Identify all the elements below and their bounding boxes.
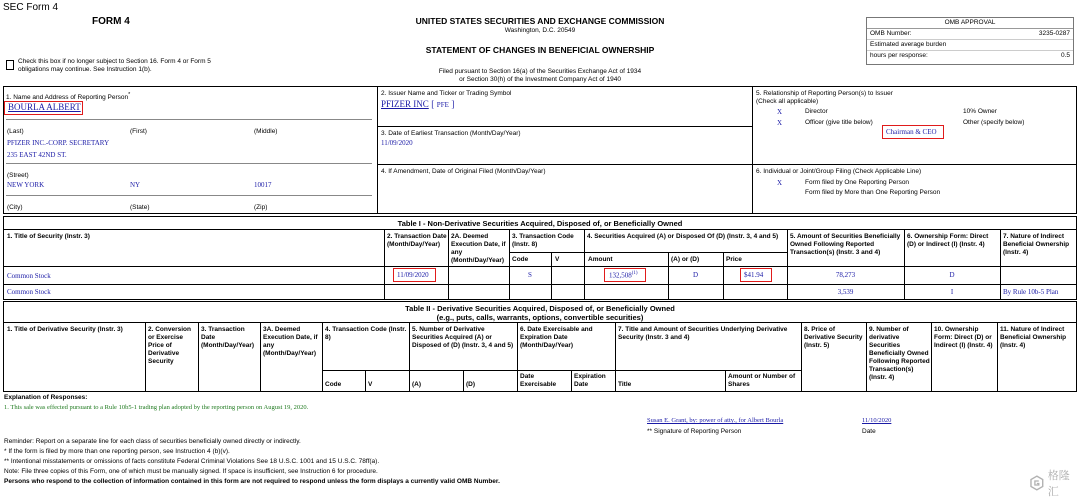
- t1-h5: 5. Amount of Securities Beneficially Owned Following Reported Transaction(s) (Instr. 3 and 4): [790, 233, 901, 256]
- ten-percent-owner-label: 10% Owner: [963, 108, 997, 115]
- t1-h1: 1. Title of Security (Instr. 3): [7, 233, 90, 240]
- one-person-mark: X: [777, 179, 783, 187]
- divider: [409, 322, 410, 392]
- t2-sub-d: (D): [466, 381, 476, 388]
- divider: [517, 322, 518, 392]
- ticker-symbol: PFE: [436, 101, 449, 109]
- t1-h6: 6. Ownership Form: Direct (D) or Indirect (I) (Instr. 4): [907, 233, 989, 248]
- t2-h9: 9. Number of derivative Securities Beneficially Owned Following Reported Transaction(s) (Instr. 4): [869, 326, 930, 381]
- t2-h5: 5. Number of Derivative Securities Acquired (A) or Disposed of (D) (Instr. 3, 4 and 5): [412, 326, 514, 349]
- t2-sub-exercisable: Date Exercisable: [520, 373, 557, 388]
- t2-h2: 2. Conversion or Exercise Price of Derivative Security: [148, 326, 191, 365]
- t1-row1-amount: 132,508$^{(1)}$: [609, 271, 638, 280]
- t1-sub-ad: (A) or (D): [671, 256, 700, 263]
- form-title: FORM 4: [92, 16, 130, 27]
- explanation-label: Explanation of Responses:: [4, 394, 88, 401]
- t1-h3: 3. Transaction Code (Instr. 8): [512, 233, 574, 248]
- divider: [384, 229, 385, 300]
- divider: [322, 370, 801, 371]
- officer-title: Chairman & CEO: [886, 128, 937, 136]
- director-mark: X: [777, 108, 783, 116]
- divider: [198, 322, 199, 392]
- t2-sub-expiration: Expiration Date: [574, 373, 606, 388]
- omb-number: 3235-0287: [1038, 30, 1070, 37]
- box1-label: 1. Name and Address of Reporting Person*: [6, 92, 131, 102]
- divider: [6, 195, 372, 196]
- signature-link[interactable]: Susan E. Grant, by: power of atty., for Albert Bourla: [647, 417, 784, 424]
- t2-sub-code: Code: [325, 381, 342, 388]
- divider: [3, 266, 1077, 267]
- t2-h6: 6. Date Exercisable and Expiration Date (Month/Day/Year): [520, 326, 593, 349]
- agency-name: UNITED STATES SECURITIES AND EXCHANGE COMMISSION: [415, 16, 665, 26]
- divider: [509, 252, 787, 253]
- last-label: (Last): [7, 128, 24, 135]
- divider: [377, 164, 1077, 165]
- omb-approval-box: [866, 17, 1074, 65]
- t2-h8: 8. Price of Derivative Security (Instr. 5): [804, 326, 863, 349]
- t2-h1: 1. Title of Derivative Security (Instr. 3): [7, 326, 123, 333]
- reporting-person-name-link[interactable]: BOURLA ALBERT: [8, 102, 81, 112]
- box4-label: 4. If Amendment, Date of Original Filed (Month/Day/Year): [381, 168, 546, 175]
- t1-row2-owned: 3,539: [837, 288, 854, 296]
- t1-row2-form: I: [950, 288, 954, 296]
- t1-h7: 7. Nature of Indirect Beneficial Ownership (Instr. 4): [1003, 233, 1070, 256]
- reminder-text: Reminder: Report on a separate line for each class of securities beneficially owned directly or indirectly.: [4, 438, 301, 445]
- divider: [3, 284, 1077, 285]
- omb-hours-label: hours per response:: [870, 52, 928, 59]
- issuer-name-link[interactable]: PFIZER INC: [381, 99, 429, 109]
- divider: [377, 86, 378, 214]
- city-value: NEW YORK: [7, 181, 45, 189]
- divider: [509, 229, 510, 300]
- divider: [725, 370, 726, 392]
- table1-title: Table I - Non-Derivative Securities Acquired, Disposed of, or Beneficially Owned: [397, 219, 683, 228]
- watermark: [1030, 467, 1080, 499]
- t2-h4: 4. Transaction Code (Instr. 8): [325, 326, 407, 341]
- statement-title: STATEMENT OF CHANGES IN BENEFICIAL OWNERSHIP: [425, 45, 655, 55]
- divider: [260, 322, 261, 392]
- divider: [931, 322, 932, 392]
- officer-label: Officer (give title below): [805, 119, 873, 126]
- t1-row1-form: D: [949, 271, 955, 279]
- divider: [6, 119, 372, 120]
- omb-number-label: OMB Number:: [870, 30, 912, 37]
- t1-row1-security: Common Stock: [7, 272, 51, 280]
- signature-date-label: Date: [862, 428, 876, 435]
- other-label: Other (specify below): [963, 119, 1025, 126]
- divider: [551, 252, 552, 300]
- watermark-logo-icon: [1030, 475, 1044, 491]
- persons-text: Persons who respond to the collection of information contained in this form are not required to respond unless the form displays a currently valid OMB Number.: [4, 478, 500, 485]
- watermark-text: 格隆汇: [1047, 470, 1070, 498]
- table2-title: Table II - Derivative Securities Acquired, Disposed of, or Beneficially Owned (e.g., puts, calls, warrants, options, convertible securities): [405, 304, 675, 322]
- divider: [6, 163, 372, 164]
- ticker-close-bracket: ]: [451, 99, 455, 109]
- earliest-transaction-date: 11/09/2020: [381, 139, 413, 147]
- t2-sub-v: V: [368, 381, 373, 388]
- divider: [3, 229, 1077, 230]
- street-label: (Street): [7, 172, 29, 179]
- note3-text: Note: File three copies of this Form, one of which must be manually signed. If space is insufficient, see Instruction 6 for procedure.: [4, 468, 378, 475]
- divider: [322, 322, 323, 392]
- city-label: (City): [7, 204, 23, 211]
- t1-sub-v: V: [555, 256, 560, 263]
- t1-sub-code: Code: [512, 256, 529, 263]
- box5-label: 5. Relationship of Reporting Person(s) to Issuer (Check all applicable): [756, 90, 893, 105]
- t1-row2-security: Common Stock: [7, 288, 51, 296]
- t2-sub-amount: Amount or Number of Shares: [728, 373, 796, 388]
- section16-checkbox-label: Check this box if no longer subject to Section 16. Form 4 or Form 5 obligations may continue. See Instruction 1(b).: [18, 58, 211, 73]
- t1-row1-ad: D: [692, 271, 699, 279]
- zip-label: (Zip): [254, 204, 268, 211]
- director-label: Director: [805, 108, 828, 115]
- zip-value: 10017: [254, 181, 272, 189]
- page-tab-title: SEC Form 4: [3, 2, 59, 13]
- t1-row1-date: 11/09/2020: [397, 271, 429, 279]
- agency-city: Washington, D.C. 20549: [504, 27, 576, 34]
- signature-label: ** Signature of Reporting Person: [647, 428, 742, 435]
- divider: [866, 322, 867, 392]
- state-label: (State): [130, 204, 150, 211]
- officer-mark: X: [777, 119, 783, 127]
- multiple-persons-label: Form filed by More than One Reporting Person: [805, 189, 941, 196]
- ticker-open-bracket: [: [431, 99, 435, 109]
- omb-hours-row: [867, 51, 1073, 61]
- t1-sub-price: Price: [726, 256, 742, 263]
- divider: [571, 370, 572, 392]
- divider: [752, 86, 753, 214]
- t2-sub-title: Title: [618, 381, 632, 388]
- divider: [801, 322, 802, 392]
- box2-label: 2. Issuer Name and Ticker or Trading Symbol: [381, 90, 512, 97]
- divider: [723, 252, 724, 300]
- note2-text: ** Intentional misstatements or omissions of facts constitute Federal Criminal Violations See 18 U.S.C. 1001 and 15 U.S.C. 78ff(a).: [4, 458, 380, 465]
- t1-row1-price: $41.94: [744, 271, 764, 279]
- divider: [448, 229, 449, 300]
- filed-pursuant: Filed pursuant to Section 16(a) of the Securities Exchange Act of 1934 or Section 30(h) of the Investment Company Act of 1940: [438, 68, 642, 83]
- omb-hours: 0.5: [1060, 52, 1070, 59]
- divider: [145, 322, 146, 392]
- omb-number-row: [867, 29, 1073, 40]
- address-line1: PFIZER INC.-CORP. SECRETARY: [7, 139, 110, 147]
- section16-checkbox[interactable]: [6, 60, 14, 70]
- address-line2: 235 EAST 42ND ST.: [7, 151, 67, 159]
- divider: [997, 322, 998, 392]
- first-label: (First): [130, 128, 147, 135]
- divider: [377, 126, 752, 127]
- signature-date[interactable]: 11/10/2020: [862, 417, 892, 424]
- t1-row1-code: S: [528, 271, 532, 279]
- divider: [365, 370, 366, 392]
- state-value: NY: [130, 181, 141, 189]
- middle-label: (Middle): [254, 128, 278, 135]
- t2-h11: 11. Nature of Indirect Beneficial Ownership (Instr. 4): [1000, 326, 1067, 349]
- omb-title: OMB APPROVAL: [867, 18, 1073, 29]
- t2-h3a: 3A. Deemed Execution Date, if any (Month/Day/Year): [263, 326, 318, 357]
- divider: [584, 229, 585, 300]
- box3-label: 3. Date of Earliest Transaction (Month/Day/Year): [381, 130, 521, 137]
- t1-row1-owned: 78,273: [835, 271, 856, 279]
- explanation-text: 1. This sale was effected pursuant to a Rule 10b5-1 trading plan adopted by the reporting person on August 19, 2020.: [4, 404, 309, 411]
- issuer-row: [381, 99, 454, 109]
- omb-burden-label: Estimated average burden: [867, 40, 1073, 51]
- t2-h7: 7. Title and Amount of Securities Underlying Derivative Security (Instr. 3 and 4): [618, 326, 788, 341]
- t1-row2-nature: By Rule 10b-5 Plan: [1003, 288, 1059, 296]
- one-person-label: Form filed by One Reporting Person: [805, 179, 910, 186]
- t2-h3: 3. Transaction Date (Month/Day/Year): [201, 326, 255, 349]
- note1-text: * If the form is filed by more than one reporting person, see Instruction 4 (b)(v).: [4, 448, 230, 455]
- t1-h2a: 2A. Deemed Execution Date, if any (Month/Day/Year): [451, 233, 506, 264]
- divider: [3, 322, 1077, 323]
- divider: [615, 322, 616, 392]
- divider: [1000, 229, 1001, 300]
- t1-sub-amount: Amount: [588, 256, 613, 263]
- box6-label: 6. Individual or Joint/Group Filing (Check Applicable Line): [756, 168, 922, 175]
- t1-h2: 2. Transaction Date (Month/Day/Year): [387, 233, 447, 248]
- t1-h4: 4. Securities Acquired (A) or Disposed Of (D) (Instr. 3, 4 and 5): [587, 233, 779, 240]
- t2-h10: 10. Ownership Form: Direct (D) or Indirect (I) (Instr. 4): [934, 326, 993, 349]
- divider: [463, 370, 464, 392]
- t2-sub-a: (A): [412, 381, 422, 388]
